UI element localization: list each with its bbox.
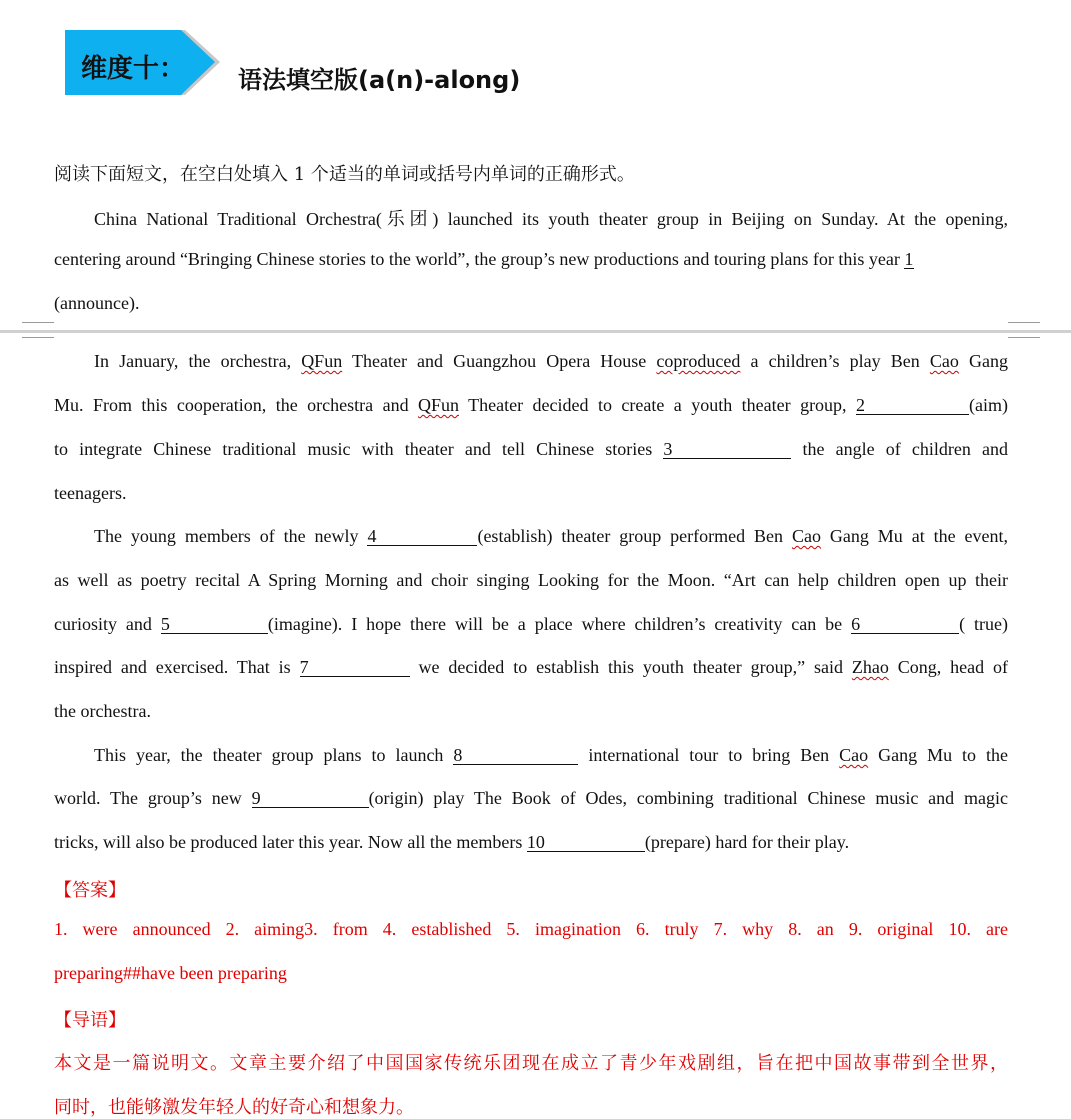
text: tricks, will also be produced later this year. Now all the members [54,832,527,852]
p3-line3 [54,614,1008,635]
text: inspired and exercised. That is [54,657,300,677]
blank-4: 4 [367,527,477,546]
text: (origin) play The Book of Odes, combining traditional Chinese music and magic [368,788,1008,808]
answer-line2: preparing##have been preparing [54,963,287,983]
p4-line1 [54,745,1008,766]
page-break-right-marker [1008,322,1040,338]
p2-line3 [54,439,1008,460]
blank-9: 9 [252,789,369,808]
text: Theater decided to create a youth theater group, [459,395,856,415]
text: we decided to establish this youth theater group,” said [409,657,852,677]
text: This year, the theater group plans to launch [94,745,454,765]
text: The young members of the newly [94,526,368,546]
p1-line3: (announce). [54,293,140,313]
p4-line3 [54,832,1008,853]
page-title: 语法填空版(a(n)-along) [238,66,521,94]
text: In January, the orchestra, [94,351,302,371]
text: (imagine). I hope there will be a place where children’s creativity can be [267,614,852,634]
spell-flag: QFun [301,351,343,371]
text: Theater and Guangzhou Opera House [342,351,657,371]
text: (establish) theater group performed Ben [477,526,792,546]
text: ( true) [959,614,1008,634]
guide-line2: 同时，也能够激发年轻人的好奇心和想象力。 [54,1097,414,1118]
p3-line5: the orchestra. [54,701,151,721]
spell-flag: Cao [791,526,821,546]
blank-3: 3 [663,440,791,459]
text: (prepare) hard for their play. [644,832,850,852]
blank-6: 6 [851,615,959,634]
p2-line1 [54,351,1008,372]
text: the angle of children and [791,439,1008,459]
p1-line2 [54,249,1008,270]
page-break-line [0,330,1071,333]
p2-line4: teenagers. [54,483,127,503]
blank-10: 10 [527,833,645,852]
text: Cong, head of [888,657,1009,677]
instruction: 阅读下面短文，在空白处填入 1 个适当的单词或括号内单词的正确形式。 [54,164,635,185]
blank-2: 2 [856,396,969,415]
p4-line2 [54,788,1008,809]
answer-line1: 1. were announced 2. aiming3. from 4. established 5. imagination 6. truly 7. why 8. an 9. original 10. are [54,919,1008,939]
p2-line2 [54,395,1008,416]
text: Gang Mu at the event, [820,526,1009,546]
answer-label: 【答案】 [54,880,126,901]
text: Gang [958,351,1008,371]
guide-label: 【导语】 [54,1010,126,1031]
blank-1: 1 [904,249,914,269]
p3-line1 [54,526,1008,547]
blank-5: 5 [161,615,268,634]
spell-flag: coproduced [656,351,741,371]
badge-label: 维度十： [81,54,186,84]
text: Mu. From this cooperation, the orchestra and [54,395,419,415]
spell-flag: Cao [929,351,959,371]
text: (aim) [969,395,1008,415]
p1-line2-text: centering around “Bringing Chinese stories to the world”, the group’s new productions and touring plans for this year [54,249,900,269]
text: international tour to bring Ben [578,745,840,765]
p1-line1: China National Traditional Orchestra(乐团) launched its youth theater group in Beijing on Sunday. At the opening, [94,209,1008,229]
text: world. The group’s new [54,788,252,808]
page-break-left-marker [22,322,54,338]
spell-flag: QFun [418,395,460,415]
blank-7: 7 [300,658,410,677]
section-badge [65,30,223,95]
p3-line2: as well as poetry recital A Spring Morning and choir singing Looking for the Moon. “Art can help children open up their [54,570,1008,590]
text: Gang Mu to the [868,745,1009,765]
guide-line1: 本文是一篇说明文。文章主要介绍了中国国家传统乐团现在成立了青少年戏剧组，旨在把中国故事带到全世界， [54,1053,1008,1074]
p3-line4 [54,657,1008,678]
spell-flag: Cao [839,745,869,765]
blank-8: 8 [453,746,578,765]
text: a children’s play Ben [740,351,930,371]
text: curiosity and [54,614,161,634]
spell-flag: Zhao [851,657,889,677]
text: to integrate Chinese traditional music with theater and tell Chinese stories [54,439,664,459]
